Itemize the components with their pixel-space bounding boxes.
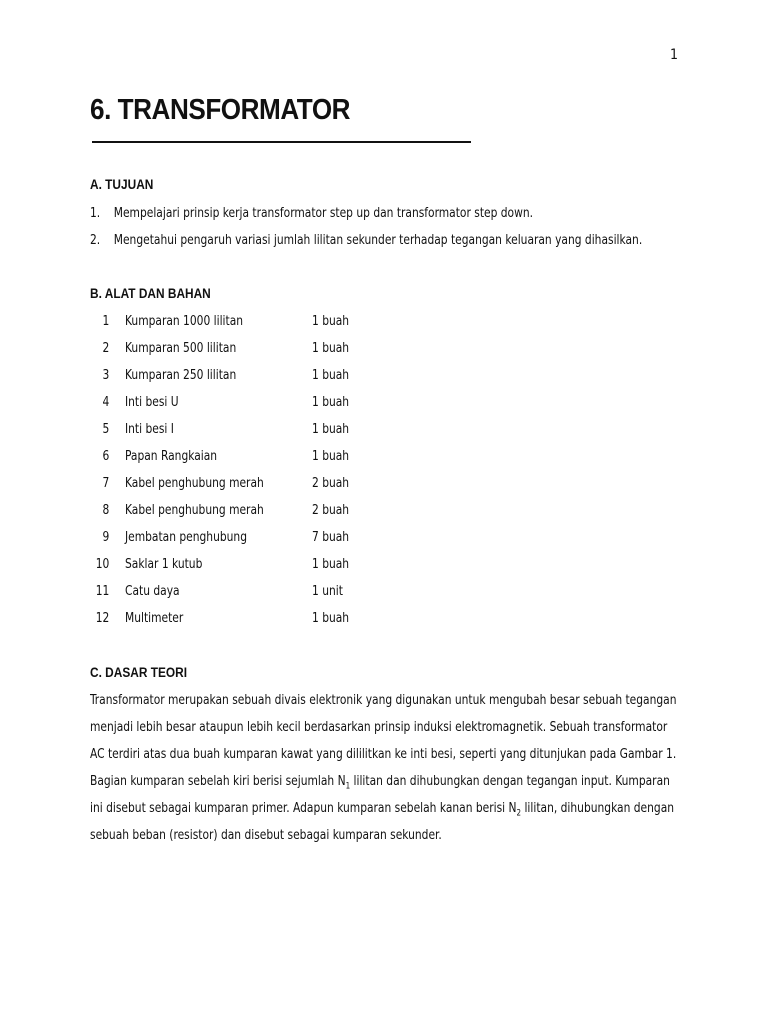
- equipment-quantity: 1 buah: [312, 610, 350, 626]
- equipment-name: Saklar 1 kutub: [125, 556, 203, 572]
- equipment-number: 2: [102, 340, 110, 356]
- equipment-name: Kumparan 500 lilitan: [125, 340, 237, 356]
- equipment-quantity: 1 buah: [312, 367, 350, 383]
- equipment-name: Catu daya: [125, 583, 180, 599]
- equipment-number: 6: [102, 448, 110, 464]
- equipment-quantity: 1 buah: [312, 556, 350, 572]
- equipment-name: Papan Rangkaian: [125, 448, 218, 464]
- equipment-row: [90, 340, 490, 360]
- equipment-quantity: 1 buah: [312, 421, 350, 437]
- section-heading-dasar-teori: C. DASAR TEORI: [90, 665, 188, 680]
- equipment-quantity: 1 unit: [312, 583, 343, 599]
- subscript-n1: 1: [345, 781, 351, 792]
- equipment-row: [90, 583, 490, 603]
- equipment-row: [90, 610, 490, 630]
- equipment-row: [90, 313, 490, 333]
- equipment-name: Kabel penghubung merah: [125, 475, 264, 491]
- equipment-row: [90, 448, 490, 468]
- title-underline: [92, 141, 471, 143]
- equipment-number: 8: [102, 502, 110, 518]
- equipment-name: Kumparan 250 lilitan: [125, 367, 237, 383]
- equipment-number: 5: [102, 421, 110, 437]
- equipment-number: 7: [102, 475, 110, 491]
- equipment-row: [90, 556, 490, 576]
- equipment-name: Inti besi I: [125, 421, 174, 437]
- equipment-quantity: 2 buah: [312, 502, 350, 518]
- theory-text-part-3: lilitan, dihubungkan dengan sebuah beban (resistor) dan disebut sebagai kumparan sekunder.: [90, 800, 675, 843]
- equipment-row: [90, 529, 490, 549]
- equipment-quantity: 1 buah: [312, 394, 350, 410]
- equipment-name: Jembatan penghubung: [125, 529, 247, 545]
- objective-item: [90, 232, 642, 248]
- equipment-name: Kumparan 1000 lilitan: [125, 313, 244, 329]
- equipment-row: [90, 475, 490, 495]
- section-heading-alat-bahan: B. ALAT DAN BAHAN: [90, 286, 211, 301]
- equipment-quantity: 7 buah: [312, 529, 350, 545]
- objective-text: Mengetahui pengaruh variasi jumlah lilitan sekunder terhadap tegangan keluaran yang dihasilkan.: [113, 232, 643, 248]
- equipment-number: 3: [102, 367, 110, 383]
- objective-number: 1.: [90, 205, 101, 221]
- theory-text-part-2: lilitan dan dihubungkan dengan tegangan input. Kumparan ini disebut sebagai kumparan primer. Adapun kumparan sebelah kanan berisi N: [90, 773, 670, 816]
- equipment-number: 12: [95, 610, 110, 626]
- equipment-quantity: 2 buah: [312, 475, 350, 491]
- section-heading-tujuan: A. TUJUAN: [90, 177, 154, 192]
- equipment-number: 9: [102, 529, 110, 545]
- objective-text: Mempelajari prinsip kerja transformator step up dan transformator step down.: [113, 205, 533, 221]
- equipment-quantity: 1 buah: [312, 313, 350, 329]
- equipment-number: 11: [95, 583, 110, 599]
- equipment-name: Inti besi U: [125, 394, 179, 410]
- objective-number: 2.: [90, 232, 101, 248]
- theory-text-part-1: Transformator merupakan sebuah divais elektronik yang digunakan untuk mengubah besar sebuah tegangan menjadi lebih besar ataupun lebih kecil berdasarkan prinsip induksi elektromagnetik. Sebuah transformator AC terdiri atas dua buah kumparan kawat yang dililitkan ke inti besi, seperti yang ditunjukan pada Gambar 1. Bagian kumparan sebelah kiri berisi sejumlah N: [90, 692, 677, 789]
- objective-item: [90, 205, 533, 221]
- equipment-quantity: 1 buah: [312, 340, 350, 356]
- equipment-row: [90, 367, 490, 387]
- equipment-row: [90, 394, 490, 414]
- document-title: 6. TRANSFORMATOR: [90, 94, 351, 126]
- equipment-name: Kabel penghubung merah: [125, 502, 264, 518]
- equipment-number: 4: [102, 394, 110, 410]
- page-number: 1: [669, 47, 678, 63]
- equipment-row: [90, 502, 490, 522]
- equipment-name: Multimeter: [125, 610, 184, 626]
- equipment-row: [90, 421, 490, 441]
- theory-paragraph: [90, 687, 680, 849]
- equipment-number: 1: [102, 313, 110, 329]
- equipment-number: 10: [95, 556, 110, 572]
- equipment-quantity: 1 buah: [312, 448, 350, 464]
- subscript-n2: 2: [516, 808, 522, 819]
